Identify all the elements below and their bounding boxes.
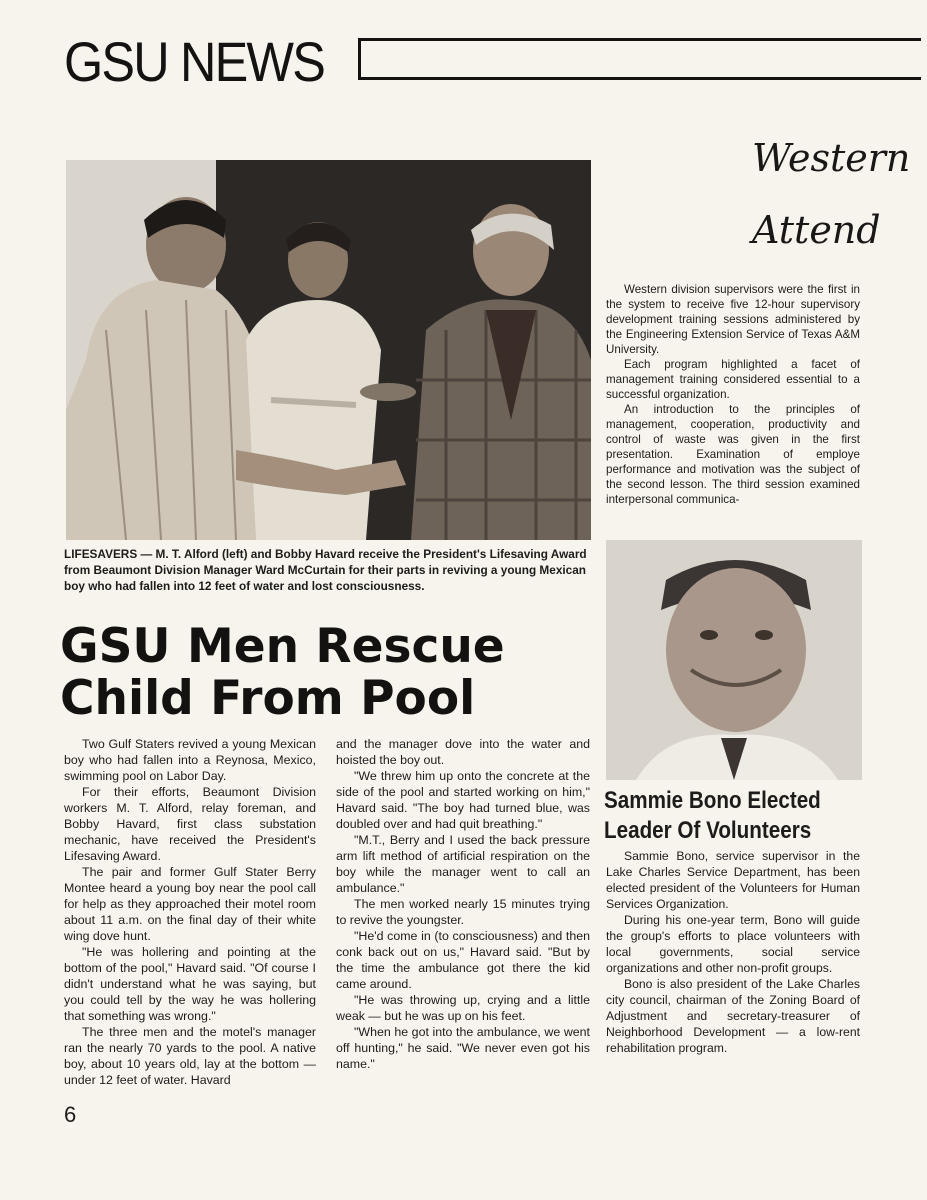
side-paragraph: Sammie Bono, service supervisor in the Lake Charles Service Department, has been elected president of the Volunteers for Human Services Organization.: [606, 849, 860, 911]
main-article-column-1: [64, 736, 316, 1088]
side-article-bottom-text: [606, 848, 860, 1056]
portrait-photo: [606, 540, 862, 780]
side-headline-top-line2: Attend: [752, 208, 881, 252]
article-paragraph: The pair and former Gulf Stater Berry Montee heard a young boy near the pool call for help as they approached their motel room about 11 a.m. on the final day of their white wing dove hunt.: [64, 865, 316, 943]
side-paragraph: Each program highlighted a facet of management training considered essential to a successful organization.: [606, 358, 860, 401]
article-paragraph: and the manager dove into the water and hoisted the boy out.: [336, 737, 590, 767]
article-paragraph: "M.T., Berry and I used the back pressure arm lift method of artificial respiration on the boy while the manager went to call an ambulance.": [336, 833, 590, 895]
article-paragraph: "We threw him up onto the concrete at the side of the pool and started working on him," Havard said. "The boy had turned blue, was doubled over and had quit breathing.": [336, 769, 590, 831]
lifesavers-photo: [66, 160, 591, 540]
page-number: 6: [64, 1102, 77, 1127]
side-paragraph: Bono is also president of the Lake Charles city council, chairman of the Zoning Board of Adjustment and secretary-treasurer of Neighborhood Development — a low-rent rehabilitation program.: [606, 977, 860, 1055]
masthead-title: GSU NEWS: [64, 30, 325, 93]
side-paragraph: Western division supervisors were the first in the system to receive five 12-hour supervisory development training sessions administered by the Engineering Extension Service of Texas A&M University.: [606, 283, 860, 356]
main-headline-line2: Child From Pool: [60, 671, 476, 726]
portrait-illustration: [606, 540, 862, 780]
side-paragraph: An introduction to the principles of management, cooperation, productivity and control of waste was given in the first presentation. Examination of employe performance and motivation was the subject of the second lesson. The third session examined interpersonal communica-: [606, 403, 860, 506]
main-headline-line1: GSU Men Rescue: [60, 619, 505, 674]
side-paragraph: During his one-year term, Bono will guide the group's efforts to place volunteers with local governments, social service organizations and other non-profit groups.: [606, 913, 860, 975]
side-headline-bottom-line2: Leader Of Volunteers: [604, 817, 812, 844]
side-headline-bottom-line1: Sammie Bono Elected: [604, 787, 821, 814]
article-paragraph: "When he got into the ambulance, we went off hunting," he said. "We never even got his name.": [336, 1025, 590, 1071]
article-paragraph: "He was hollering and pointing at the bottom of the pool," Havard said. "Of course I didn't understand what he was saying, but you could tell by the way he was hollering that something was wrong.": [64, 945, 316, 1023]
main-article-column-2: [336, 736, 590, 1072]
side-article-top-text: [606, 282, 860, 507]
article-paragraph: The men worked nearly 15 minutes trying to revive the youngster.: [336, 897, 590, 927]
side-headline-top-line1: Western: [752, 136, 911, 180]
side-headline-bottom: [604, 786, 821, 846]
article-paragraph: Two Gulf Staters revived a young Mexican boy who had fallen into a Reynosa, Mexico, swimming pool on Labor Day.: [64, 737, 316, 783]
main-headline: [60, 621, 600, 725]
article-paragraph: "He was throwing up, crying and a little weak — but he was up on his feet.: [336, 993, 590, 1023]
article-paragraph: For their efforts, Beaumont Division workers M. T. Alford, relay foreman, and Bobby Havard, first class substation mechanic, have received the President's Lifesaving Award.: [64, 785, 316, 863]
masthead-rule: [358, 38, 921, 80]
article-paragraph: "He'd come in (to consciousness) and then conk back out on us," Havard said. "But by the time the ambulance got there the kid came around.: [336, 929, 590, 991]
article-paragraph: The three men and the motel's manager ran the nearly 70 yards to the pool. A native boy, about 10 years old, lay at the bottom — under 12 feet of water. Havard: [64, 1025, 316, 1087]
photo-caption: LIFESAVERS — M. T. Alford (left) and Bobby Havard receive the President's Lifesaving Award from Beaumont Division Manager Ward McCurtain for their parts in reviving a young Mexican boy who had fallen into 12 feet of water and lost consciousness.: [64, 547, 587, 593]
photo-illustration: [66, 160, 591, 540]
